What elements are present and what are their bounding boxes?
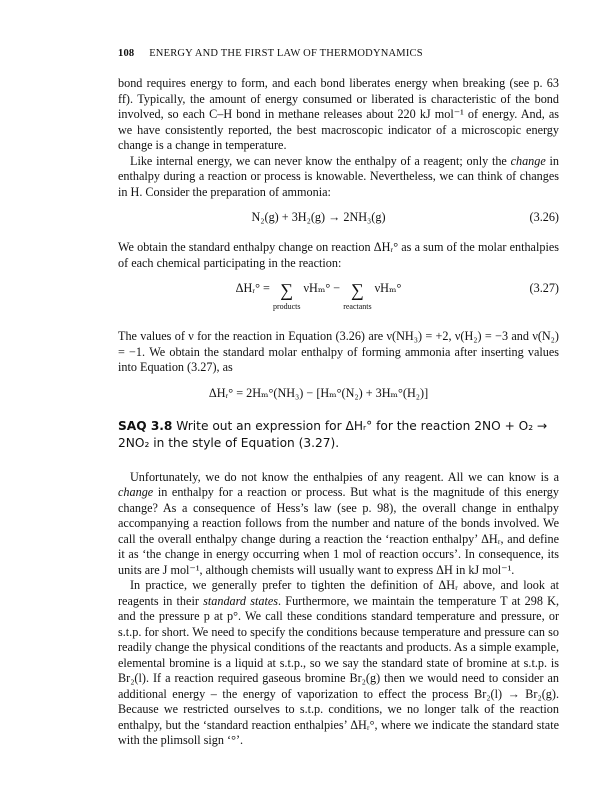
sum-label-reactants: reactants bbox=[343, 301, 372, 311]
sum-label-products: products bbox=[272, 301, 301, 311]
paragraph-2-text-b: in enthalpy during a reaction or process is knowable. Nevertheless, we can think of changes in H. Consider the preparation of ammonia: bbox=[118, 153, 559, 199]
paragraph-5 bbox=[118, 470, 559, 579]
paragraph-2 bbox=[118, 154, 559, 201]
paragraph-6-text-b: . Furthermore, we maintain the temperature T at 298 K, and the pressure p at p°. We call these conditions standard temperature and pressure, or s.t.p. for short. We need to specify the conditions because temperature and pressure can so readily change the physical conditions of the reactants and products. As a simple example, elemental bromine is a liquid at s.t.p., so we say the standard state of bromine at s.t.p. is Br₂(l). If a reaction required gaseous bromine Br₂(g) then we would need to consider an additional energy – the energy of vaporization to effect the process Br₂(l) → Br₂(g). Because we restricted ourselves to s.t.p. conditions, we no longer talk of the reaction enthalpy, but the ‘standard reaction enthalpies’ ΔHᵣ°, where we indicate the standard state with the plimsoll sign ‘°’. bbox=[118, 593, 559, 747]
equation-3-27-body bbox=[118, 281, 519, 311]
equation-3-27-term1: νHₘ° − bbox=[303, 281, 344, 295]
equation-3-26-body: N₂(g) + 3H₂(g) → 2NH₃(g) bbox=[251, 210, 386, 224]
paragraph-5-text-b: in enthalpy for a reaction or process. But what is the magnitude of this energy change? As a consequence of Hess’s law (see p. 98), the overall change in enthalpy accompanying a reaction follows from the number and nature of the bonds involved. We call the overall enthalpy change during a reaction the ‘reaction enthalpy’ ΔHᵣ, and define it as ‘the change in energy occurring when 1 mol of reaction occurs’. In consequence, its units are J mol⁻¹, although chemists will usually want to express ΔH in kJ mol⁻¹. bbox=[118, 485, 559, 577]
paragraph-1: bond requires energy to form, and each bond liberates energy when breaking (see p. 63 ff). Typically, the amount of energy consumed or liberated is characteristic of the bond involved, so each C–H bond in methane releases about 220 kJ mol⁻¹ of energy. And, as we have consistently reported, the best macroscopic indicator of a microscopic energy change is a change in temperature. bbox=[118, 76, 559, 152]
equation-3-26-number: (3.26) bbox=[529, 210, 559, 224]
saq-text: Write out an expression for ΔHᵣ° for the reaction 2NO + O₂ → 2NO₂ in the style of Equation (3.27). bbox=[118, 418, 548, 450]
sigma-symbol-1: ∑ bbox=[280, 280, 294, 300]
emphasis-change: change bbox=[510, 153, 546, 168]
running-header bbox=[118, 48, 558, 59]
equation-nh3-body: ΔHᵣ° = 2Hₘ°(NH₃) − [Hₘ°(N₂) + 3Hₘ°(H₂)] bbox=[208, 385, 429, 400]
paragraph-6 bbox=[118, 578, 559, 749]
equation-3-27 bbox=[118, 279, 559, 319]
equation-3-27-lhs: ΔHᵣ° = bbox=[235, 281, 273, 295]
equation-3-27-term2: νHₘ° bbox=[374, 281, 402, 295]
body-text bbox=[118, 76, 559, 749]
emphasis-change-2: change bbox=[118, 485, 154, 499]
saq-box bbox=[118, 418, 559, 452]
sigma-symbol-2: ∑ bbox=[350, 280, 364, 300]
running-title: ENERGY AND THE FIRST LAW OF THERMODYNAMICS bbox=[149, 48, 423, 59]
paragraph-2-text-a: Like internal energy, we can never know the enthalpy of a reagent; only the bbox=[130, 153, 511, 168]
page-number: 108 bbox=[118, 48, 135, 59]
sum-reactants bbox=[343, 281, 371, 311]
paragraph-6-text-a: In practice, we generally prefer to tighten the definition of ΔHᵣ above, and look at reagents in their bbox=[118, 578, 559, 608]
saq-label: SAQ 3.8 bbox=[118, 418, 173, 433]
paragraph-5-text-a: Unfortunately, we do not know the enthalpies of any reagent. All we can know is a bbox=[130, 469, 559, 484]
emphasis-standard-states: standard states bbox=[203, 593, 279, 608]
equation-3-26 bbox=[118, 210, 559, 230]
paragraph-4: The values of ν for the reaction in Equation (3.26) are ν(NH₃) = +2, ν(H₂) = −3 and ν(N₂) = −1. We obtain the standard molar enthalpy of forming ammonia after inserting values into Equation (3.27), as bbox=[118, 329, 559, 374]
equation-nh3 bbox=[118, 386, 559, 406]
sum-products bbox=[273, 281, 301, 311]
equation-3-27-number: (3.27) bbox=[529, 281, 559, 295]
paragraph-3: We obtain the standard enthalpy change on reaction ΔHᵣ° as a sum of the molar enthalpies of each chemical participating in the reaction: bbox=[118, 240, 559, 270]
